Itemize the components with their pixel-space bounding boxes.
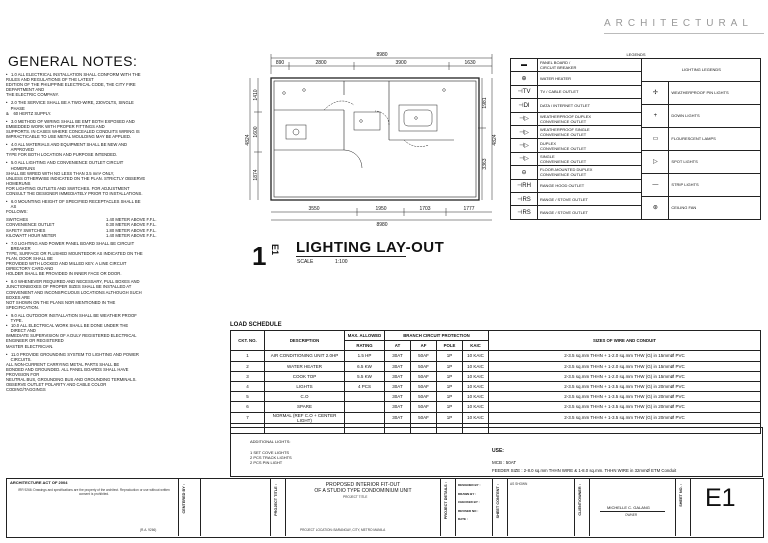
height-value: 0.30 METER ABOVE F.F.L. (106, 222, 157, 228)
dim-left-3: 1874 (253, 169, 259, 181)
table-row (231, 361, 761, 371)
table-cell: 30AT (385, 351, 411, 361)
sheet-content-value: AS SHOWN (510, 482, 528, 486)
use-label: USE: (492, 448, 504, 454)
scale-label: SCALE (297, 259, 314, 265)
table-cell: 1P (437, 361, 463, 371)
panel-board-icon: ▬ (511, 59, 538, 72)
note-11: • 11.0 PROVIDE GROUNDING SYSTEM TO LIGHTING AND POWER CIRCUITS. ALL NON-CURRENT CARRYING METAL PARTS SHALL BE BONDED AND GROUNDED. ALL PANEL BOARDS SHALL HAVE PROVISION FOR NEUTRAL BUS, GROUNDING BUS AND GROUNDING TERMINALS. OBSERVE OUTLET POLARITY AND CABLE COLOR CODING/TAGGINGS (6, 351, 139, 393)
note-1: • 1.0 ALL ELECTRICAL INSTALLATION SHALL CONFORM WITH THE RULES AND REGULATIONS OF THE LATEST EDITION OF THE PHILIPPINE ELECTRICAL CODE, THE CITY FIRE DEPARTMENT AND THE ELECTRIC COMPANY. (6, 72, 141, 98)
table-cell: 1 (231, 351, 265, 361)
table-cell: 50AF (411, 371, 437, 381)
table-cell: 50AF (411, 381, 437, 391)
detail-row: DESIGNED BY : (458, 483, 481, 487)
additional-lights (250, 439, 292, 465)
table-cell: 50AF (411, 412, 437, 423)
header-ckt: CKT. NO. (231, 331, 265, 351)
note-8: • 8.0 WHENEVER REQUIRED AND NECESSARY, PULL BOXES AND JUNCTIONBOXES OF PROPER SIZES SHALL BE INSTALLED AT CONVENIENT AND INCONSPICUOUS LOCATIONS ALTHOUGH SUCH BOXES ARE NOT SHOWN ON THE PLANS NOR MENTIONED IN THE SPECIFICATION. (6, 279, 142, 310)
load-schedule-table (230, 330, 761, 434)
legend-label: RANGE / STOVE OUTLET (538, 192, 642, 205)
sheet-number: E1 (705, 484, 736, 512)
tb-divider (690, 478, 691, 536)
dim-top-4: 1630 (464, 60, 476, 66)
table-cell: 30AT (385, 412, 411, 423)
table-cell: 5 (231, 392, 265, 402)
header-at: AT (385, 341, 411, 351)
additional-item: 2 PCS TRACK LIGHTS (250, 455, 292, 460)
load-schedule-title: LOAD SCHEDULE (230, 322, 282, 328)
table-cell (345, 412, 385, 423)
dim-bottom-4: 1777 (463, 206, 475, 212)
general-notes-title: GENERAL NOTES: (8, 53, 138, 69)
legend-label: WATER HEATER (538, 72, 642, 85)
additional-title: ADDITIONAL LIGHTS: (250, 439, 291, 444)
table-row (231, 402, 761, 412)
dim-top-total: 8980 (376, 52, 388, 58)
legend-label: RANGE HOOD OUTLET (538, 179, 642, 192)
legend (510, 52, 762, 220)
table-row (231, 392, 761, 402)
table-cell: 6.5 KW (345, 361, 385, 371)
note-4: • 4.0 ALL MATERIALS AND EQUIPMENT SHALL BE NEW AND APPROVED TYPE FOR BOTH LOCATION AND PURPOSE INTENDED. (6, 142, 128, 158)
project-details-label: PROJECT DETAILS : (444, 482, 448, 520)
tb-divider (589, 478, 590, 536)
legend-label: DOWN LIGHTS (669, 104, 761, 127)
feeder-size: FEEDER SIZE : 2-8.0 sq.mm THHN WIRE & 1-8.0 sq.mm. THHN WIRE in 32mmØ ETM Conduit (492, 468, 677, 473)
range-stove-outlet-2-icon: ⊣RS (511, 206, 538, 219)
header-branch: BRANCH CIRCUIT PROTECTION (385, 331, 489, 341)
legend-label: RANGE / STOVE OUTLET (538, 206, 642, 219)
mcb-value: MCB : 50AT (492, 460, 517, 465)
table-cell: 50AF (411, 392, 437, 402)
dim-top-2: 2800 (315, 60, 327, 66)
table-cell: 1P (437, 392, 463, 402)
legend-title: LEGENDS (626, 52, 646, 57)
single-outlet-icon: ⊣▷ (511, 152, 538, 165)
header-rating: RATING (345, 341, 385, 351)
height-value: 1.40 METER ABOVE F.F.L. (106, 217, 157, 223)
table-cell: 30AT (385, 402, 411, 412)
additional-item: 1 SET COVE LIGHTS (250, 450, 290, 455)
height-label: CONVENIENCE OUTLET (6, 222, 55, 228)
tb-divider (675, 478, 676, 536)
table-cell: 4 (231, 381, 265, 391)
table-cell: 1P (437, 381, 463, 391)
table-cell: 10 KAIC (463, 402, 489, 412)
table-cell: 10 KAIC (463, 361, 489, 371)
brand-title: ARCHITECTURAL (604, 18, 753, 29)
height-label: SAFETY SWITCHES (6, 227, 46, 233)
dim-bottom-total: 8980 (376, 222, 388, 228)
data-outlet-icon: ⊣DI (511, 99, 538, 112)
floor-plan-drawing (244, 50, 506, 230)
note-9-10: • 9.0 ALL OUTDOOR INSTALLATION SHALL BE WEATHER PROOF TYPE. • 10.0 ALL ELECTRICAL WORK SHALL BE DONE UNDER THE DIRECT AND IMMEDIATE SUPERVISION OF A DULY REGISTERED ELECTRICAL ENGINEER OR REGISTERED MASTER ELECTRICIAN. (6, 312, 137, 349)
table-cell: 2 (231, 361, 265, 371)
table-cell: 10 KAIC (463, 392, 489, 402)
table-cell: 10 KAIC (463, 381, 489, 391)
dim-bottom-2: 1950 (375, 206, 387, 212)
tb-divider (574, 478, 575, 536)
weatherproof-single-icon: ⊣▷ (511, 125, 538, 138)
legend-label: TV / CABLE OUTLET (538, 85, 642, 98)
table-cell: 3 (231, 371, 265, 381)
table-cell: COOK TOP (265, 371, 345, 381)
owner-name: MICHELLE C. GALANG (607, 505, 650, 510)
additional-item: 2 PCS PIN LIGHT (250, 460, 283, 465)
project-subtitle: PROJECT TITLE (343, 495, 368, 499)
mounting-heights (6, 217, 228, 237)
legend-label: STRIP LIGHTS (669, 173, 761, 196)
dim-top-3: 3900 (395, 60, 407, 66)
legend-left-table (510, 58, 642, 220)
drawing-number: 1 (252, 241, 267, 271)
header-af: AF (411, 341, 437, 351)
dim-left-2: 1600 (253, 126, 259, 138)
table-cell: 1P (437, 412, 463, 423)
table-cell: NORMAL (REF C.O + CENTER LIGHT) (265, 412, 345, 423)
table-cell: 30AT (385, 371, 411, 381)
table-cell: 50AF (411, 402, 437, 412)
legend-label: WEATHERPROOF PIN LIGHTS (669, 81, 761, 104)
tb-divider (440, 478, 441, 536)
legend-label: SINGLE CONVENIENCE OUTLET (538, 152, 642, 165)
table-cell: 2-3.5 sq.mm THHN + 1-3.5 sq.mm THW (G) in 20mmØ PVC (489, 392, 761, 402)
table-cell: 5.5 KW (345, 371, 385, 381)
tb-divider (455, 478, 456, 536)
dim-bottom-1: 3550 (308, 206, 320, 212)
project-location: PROJECT LOCATION: BARANGAY, CITY, METRO MANILA (300, 528, 386, 532)
legend-label: FLOURESCENT LAMPS (669, 127, 761, 150)
table-cell: 1.5 HP (345, 351, 385, 361)
water-heater-icon: ⊕ (511, 72, 538, 85)
table-cell: SPARE (265, 402, 345, 412)
legend-label: WEATHERPROOF SINGLE CONVENIENCE OUTLET (538, 125, 642, 138)
table-cell: 10 KAIC (463, 351, 489, 361)
table-cell: 1P (437, 351, 463, 361)
owner-underline (600, 511, 665, 512)
legend-right-table (641, 58, 761, 220)
centered-by-label: CENTERED BY : (182, 484, 186, 514)
spot-light-icon: ▷ (642, 150, 669, 173)
project-title-label: PROJECT TITLE : (274, 484, 278, 516)
project-details (458, 481, 480, 524)
table-cell: C.O (265, 392, 345, 402)
legend-label: WEATHERPROOF DUPLEX CONVENIENCE OUTLET (538, 112, 642, 125)
client-owner-label: CLIENT/OWNER : (578, 484, 582, 516)
architecture-act: ARCHITECTURE ACT OF 2004 (10, 480, 68, 485)
table-cell: 50AF (411, 361, 437, 371)
table-cell: 1P (437, 402, 463, 412)
weatherproof-pin-light-icon: ✢ (642, 81, 669, 104)
dim-right-total: 4824 (492, 134, 498, 146)
detail-row: DATE : (458, 517, 468, 521)
table-cell: 30AT (385, 361, 411, 371)
legend-label: FLOOR-MOUNTED DUPLEX CONVENIENCE OUTLET (538, 166, 642, 179)
header-pole: POLE (437, 341, 463, 351)
height-label: KILOWATT HOUR METER (6, 232, 57, 238)
range-stove-outlet-icon: ⊣RS (511, 192, 538, 205)
tb-divider (285, 478, 286, 536)
table-cell: LIGHTS (265, 381, 345, 391)
dim-top-1: 890 (275, 60, 285, 66)
owner-subtitle: OWNER (625, 513, 638, 517)
note-7: • 7.0 LIGHTING AND POWER PANEL BOARD SHALL BE CIRCUIT BREAKER TYPE, SURFACE OR FLUSHED MOUNTEDOR AS INDICATED ON THE PLAN. DOOR SHALL BE PROVIDED WITH LOCKED AND MILLED KEY. A LINE CIRCUIT DIRECTORY CARD AND HOLDER SHALL BE PROVIDED IN INNER FACE OR DOOR. (6, 240, 143, 277)
legend-label: CEILING FAN (669, 196, 761, 219)
header-max: MAX. ALLOWED (345, 331, 385, 341)
table-cell: AIR CONDITIONING UNIT 2.0HP (265, 351, 345, 361)
legend-label: DATA / INTERNET OUTLET (538, 99, 642, 112)
strip-light-icon: — (642, 173, 669, 196)
table-cell: WATER HEATER (265, 361, 345, 371)
detail-row: REVISED NO : (458, 508, 479, 513)
fluorescent-lamp-icon: ▭ (642, 127, 669, 150)
table-cell: 2-3.5 sq.mm THHN + 1-2.0 sq.mm THW (G) in 15mmØ PVC (489, 361, 761, 371)
table-row (231, 371, 761, 381)
height-value: 1.80 METER ABOVE F.F.L. (106, 227, 157, 233)
sheet-content-label: SHEET CONTENT : (496, 484, 500, 519)
detail-row: CHECKED BY : (458, 500, 480, 504)
lighting-legends-title: LIGHTING LEGENDS (642, 59, 761, 82)
title-underline (296, 256, 406, 257)
table-cell: 4 PCS (345, 381, 385, 391)
height-label: SWITCHES (6, 217, 29, 223)
table-cell: 2-3.5 sq.mm THHN + 1-2.0 sq.mm THW (G) in 15mmØ PVC (489, 351, 761, 361)
load-rows (231, 351, 761, 433)
table-cell (345, 392, 385, 402)
brand-underline (604, 33, 764, 34)
table-cell: 2-3.5 sq.mm THHN + 1-3.5 sq.mm THW (G) in 20mmØ PVC (489, 402, 761, 412)
table-cell: 2-3.5 sq.mm THHN + 1-3.5 sq.mm THW (G) in 20mmØ PVC (489, 412, 761, 423)
height-value: 1.40 METER ABOVE F.F.L. (106, 232, 157, 238)
dim-left-1: 1410 (253, 89, 259, 101)
table-row (231, 412, 761, 423)
note-3: • 3.0 METHOD OF WIRING SHALL BE EMT BOTH EXPOSED AND EMBEDDED WORK WITH PROPER FITTINGS AND SUPPORTS. IN CASES WHERE CONCEALED CONDUITS WIRING IS IMPRACTICABLE TO USE METAL MOULDING MAY BE APPLIED. (6, 118, 140, 140)
table-cell: 10 KAIC (463, 412, 489, 423)
dim-right-1: 1981 (482, 97, 488, 109)
project-title: PROPOSED INTERIOR FIT-OUT OF A STUDIO TYPE CONDOMINIUM UNIT (314, 482, 412, 494)
tb-divider (178, 478, 179, 536)
table-row (231, 351, 761, 361)
table-cell (345, 402, 385, 412)
general-notes (6, 72, 228, 395)
drawing-title: LIGHTING LAY-OUT (296, 239, 445, 256)
down-light-icon: + (642, 104, 669, 127)
note-2: • 2.0 THE SERVICE SHALL BE A TWO-WIRE, 230VOLTS, SINGLE PHASE & 60 HERTZ SUPPLY. (6, 100, 134, 116)
table-cell: 2-3.5 sq.mm THHN + 1-3.5 sq.mm THW (G) in 20mmØ PVC (489, 381, 761, 391)
detail-row: DRAWN BY : (458, 491, 477, 496)
header-sizes: SIZES OF WIRE AND CONDUIT (489, 331, 761, 351)
table-cell: 10 KAIC (463, 371, 489, 381)
weatherproof-duplex-icon: ⊣▷ (511, 112, 538, 125)
table-cell: 1P (437, 371, 463, 381)
table-cell: 50AF (411, 351, 437, 361)
note-5: • 5.0 ALL LIGHTING AND CONVENIENCE OUTLET CIRCUIT HOMERUNS SHALL BE WIRED WITH NO LESS THAN 3.5 mm² ONLY, UNLESS OTHERWISE INDICATED ON THE PLAN. STRICTLY OBSERVE HOMERUNS FOR LIGHTING OUTLETS AND SWITCHES. FOR ADJUSTMENT CONSULT THE DESIGNER IMMEDIATELY PRIOR TO INSTALLATIONS. (6, 160, 146, 196)
tb-divider (270, 478, 271, 536)
legend-label: PANEL BOARD / CIRCUIT BREAKER (538, 59, 642, 72)
tb-divider (492, 478, 493, 536)
sheet-no-label: SHEET NO. : (679, 484, 683, 507)
range-hood-outlet-icon: ⊣RH (511, 179, 538, 192)
table-cell: 2-3.5 sq.mm THHN + 1-2.0 sq.mm THW (G) in 15mmØ PVC (489, 371, 761, 381)
tv-cable-outlet-icon: ⊣TV (511, 85, 538, 98)
tb-divider (200, 478, 201, 536)
tb-divider (507, 478, 508, 536)
copyright-note: IRR 9266: Drawings and specifications are the property of the architect. Reproduction or use without written consent is prohibited. (18, 488, 170, 496)
table-row (231, 381, 761, 391)
dim-left-total: 4824 (245, 134, 251, 146)
table-cell: 7 (231, 412, 265, 423)
floor-outlet-icon: ⊖ (511, 166, 538, 179)
header-kaic: KAIC (463, 341, 489, 351)
table-cell: 6 (231, 402, 265, 412)
note-6: • 6.0 MOUNTING HEIGHT OF SPECIFIED RECEPTACLES SHALL BE AS FOLLOWS: (6, 199, 141, 215)
scale-value: 1:100 (335, 259, 348, 265)
legend-label: SPOT LIGHTS (669, 150, 761, 173)
table-cell: 30AT (385, 392, 411, 402)
ra-number: (R.A. 9266) (140, 528, 157, 532)
header-description: DESCRIPTION (265, 331, 345, 351)
ceiling-fan-icon: ⊛ (642, 196, 669, 219)
dim-right-2: 3363 (482, 158, 488, 170)
dim-bottom-3: 1703 (419, 206, 431, 212)
legend-label: DUPLEX CONVENIENCE OUTLET (538, 139, 642, 152)
duplex-outlet-icon: ⊣▷ (511, 139, 538, 152)
drawing-code: E1 (270, 244, 280, 256)
table-cell: 30AT (385, 381, 411, 391)
